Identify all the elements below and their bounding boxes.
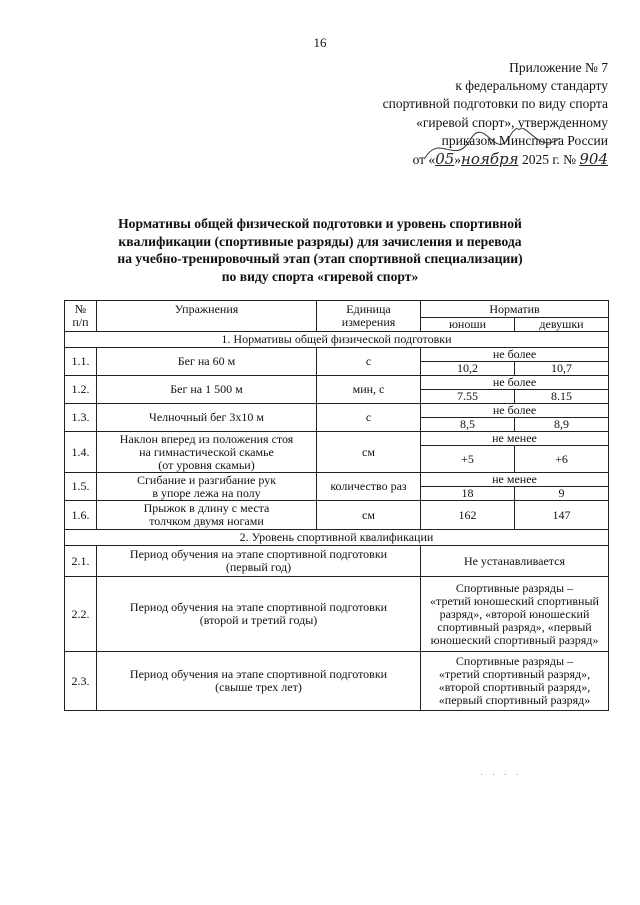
order-quote: »: [454, 152, 462, 168]
appendix-line: приказом Минспорта России: [441, 132, 608, 148]
row-girls-value: 8.15: [515, 390, 609, 404]
row-girls-value: 10,7: [515, 362, 609, 376]
document-title: [60, 215, 580, 285]
row-unit: см: [317, 501, 421, 530]
row-condition: не более: [421, 404, 609, 418]
qual-requirement: Спортивные разряды – «третий юношеский спортивный разряд», «второй юношеский спортивный разряд», «первый юношеский спортивный разряд»: [421, 577, 609, 652]
row-exercise: Прыжок в длину с места толчком двумя ногами: [97, 501, 317, 530]
row-unit: количество раз: [317, 473, 421, 501]
title-line: квалификации (спортивные разряды) для зачисления и перевода: [118, 233, 522, 249]
title-line: по виду спорта «гиревой спорт»: [221, 268, 419, 284]
row-exercise: Бег на 60 м: [97, 348, 317, 376]
row-num: 1.5.: [65, 473, 97, 501]
row-unit: с: [317, 404, 421, 432]
row-num: 1.2.: [65, 376, 97, 404]
order-year: 2025 г. №: [521, 152, 576, 168]
standards-table: [64, 300, 609, 711]
row-boys-value: 7.55: [421, 390, 515, 404]
row-condition: не более: [421, 376, 609, 390]
row-exercise: Бег на 1 500 м: [97, 376, 317, 404]
qual-requirement: Спортивные разряды – «третий спортивный разряд», «второй спортивный разряд», «первый спортивный разряд»: [421, 652, 609, 711]
row-girls-value: +6: [515, 446, 609, 473]
row-condition: не менее: [421, 432, 609, 446]
header-norm: Норматив: [421, 301, 609, 318]
qual-num: 2.2.: [65, 577, 97, 652]
header-girls: девушки: [515, 318, 609, 332]
row-exercise: Наклон вперед из положения стоя на гимнастической скамье (от уровня скамьи): [97, 432, 317, 473]
qual-requirement: Не устанавливается: [421, 546, 609, 577]
qual-period: Период обучения на этапе спортивной подготовки (свыше трех лет): [97, 652, 421, 711]
section-title: 2. Уровень спортивной квалификации: [65, 530, 609, 546]
appendix-line: спортивной подготовки по виду спорта: [382, 96, 608, 112]
row-exercise: Сгибание и разгибание рук в упоре лежа на полу: [97, 473, 317, 501]
section-title: 1. Нормативы общей физической подготовки: [65, 332, 609, 348]
row-girls-value: 147: [515, 501, 609, 530]
row-unit: с: [317, 348, 421, 376]
row-boys-value: +5: [421, 446, 515, 473]
title-line: на учебно-тренировочный этап (этап спортивной специализации): [117, 251, 523, 266]
header-num: № п/п: [65, 301, 97, 332]
appendix-line: к федеральному стандарту: [455, 78, 608, 94]
row-condition: не более: [421, 348, 609, 362]
row-condition: не менее: [421, 473, 609, 487]
order-prefix: от «: [412, 152, 436, 168]
order-day: 05: [435, 150, 455, 169]
row-num: 1.1.: [65, 348, 97, 376]
row-num: 1.4.: [65, 432, 97, 473]
appendix-line: Приложение № 7: [509, 60, 608, 75]
header-boys: юноши: [421, 318, 515, 332]
page-number: 16: [313, 35, 327, 50]
appendix-line: «гиревой спорт», утвержденному: [416, 114, 608, 130]
order-month: ноября: [461, 150, 519, 169]
header-unit: Единица измерения: [317, 301, 421, 332]
qual-num: 2.3.: [65, 652, 97, 711]
qual-period: Период обучения на этапе спортивной подготовки (первый год): [97, 546, 421, 577]
row-num: 1.6.: [65, 501, 97, 530]
row-unit: см: [317, 432, 421, 473]
row-boys-value: 162: [421, 501, 515, 530]
row-num: 1.3.: [65, 404, 97, 432]
header-exercises: Упражнения: [97, 301, 317, 332]
qual-num: 2.1.: [65, 546, 97, 577]
row-boys-value: 18: [421, 487, 515, 501]
row-girls-value: 9: [515, 487, 609, 501]
row-unit: мин, с: [317, 376, 421, 404]
row-exercise: Челночный бег 3х10 м: [97, 404, 317, 432]
row-boys-value: 8,5: [421, 418, 515, 432]
row-boys-value: 10,2: [421, 362, 515, 376]
scan-specks: · · · ·: [480, 770, 522, 781]
order-number: 904: [579, 150, 608, 169]
qual-period: Период обучения на этапе спортивной подготовки (второй и третий годы): [97, 577, 421, 652]
row-girls-value: 8,9: [515, 418, 609, 432]
title-line: Нормативы общей физической подготовки и уровень спортивной: [118, 216, 522, 231]
signature-scribble: [420, 128, 570, 168]
